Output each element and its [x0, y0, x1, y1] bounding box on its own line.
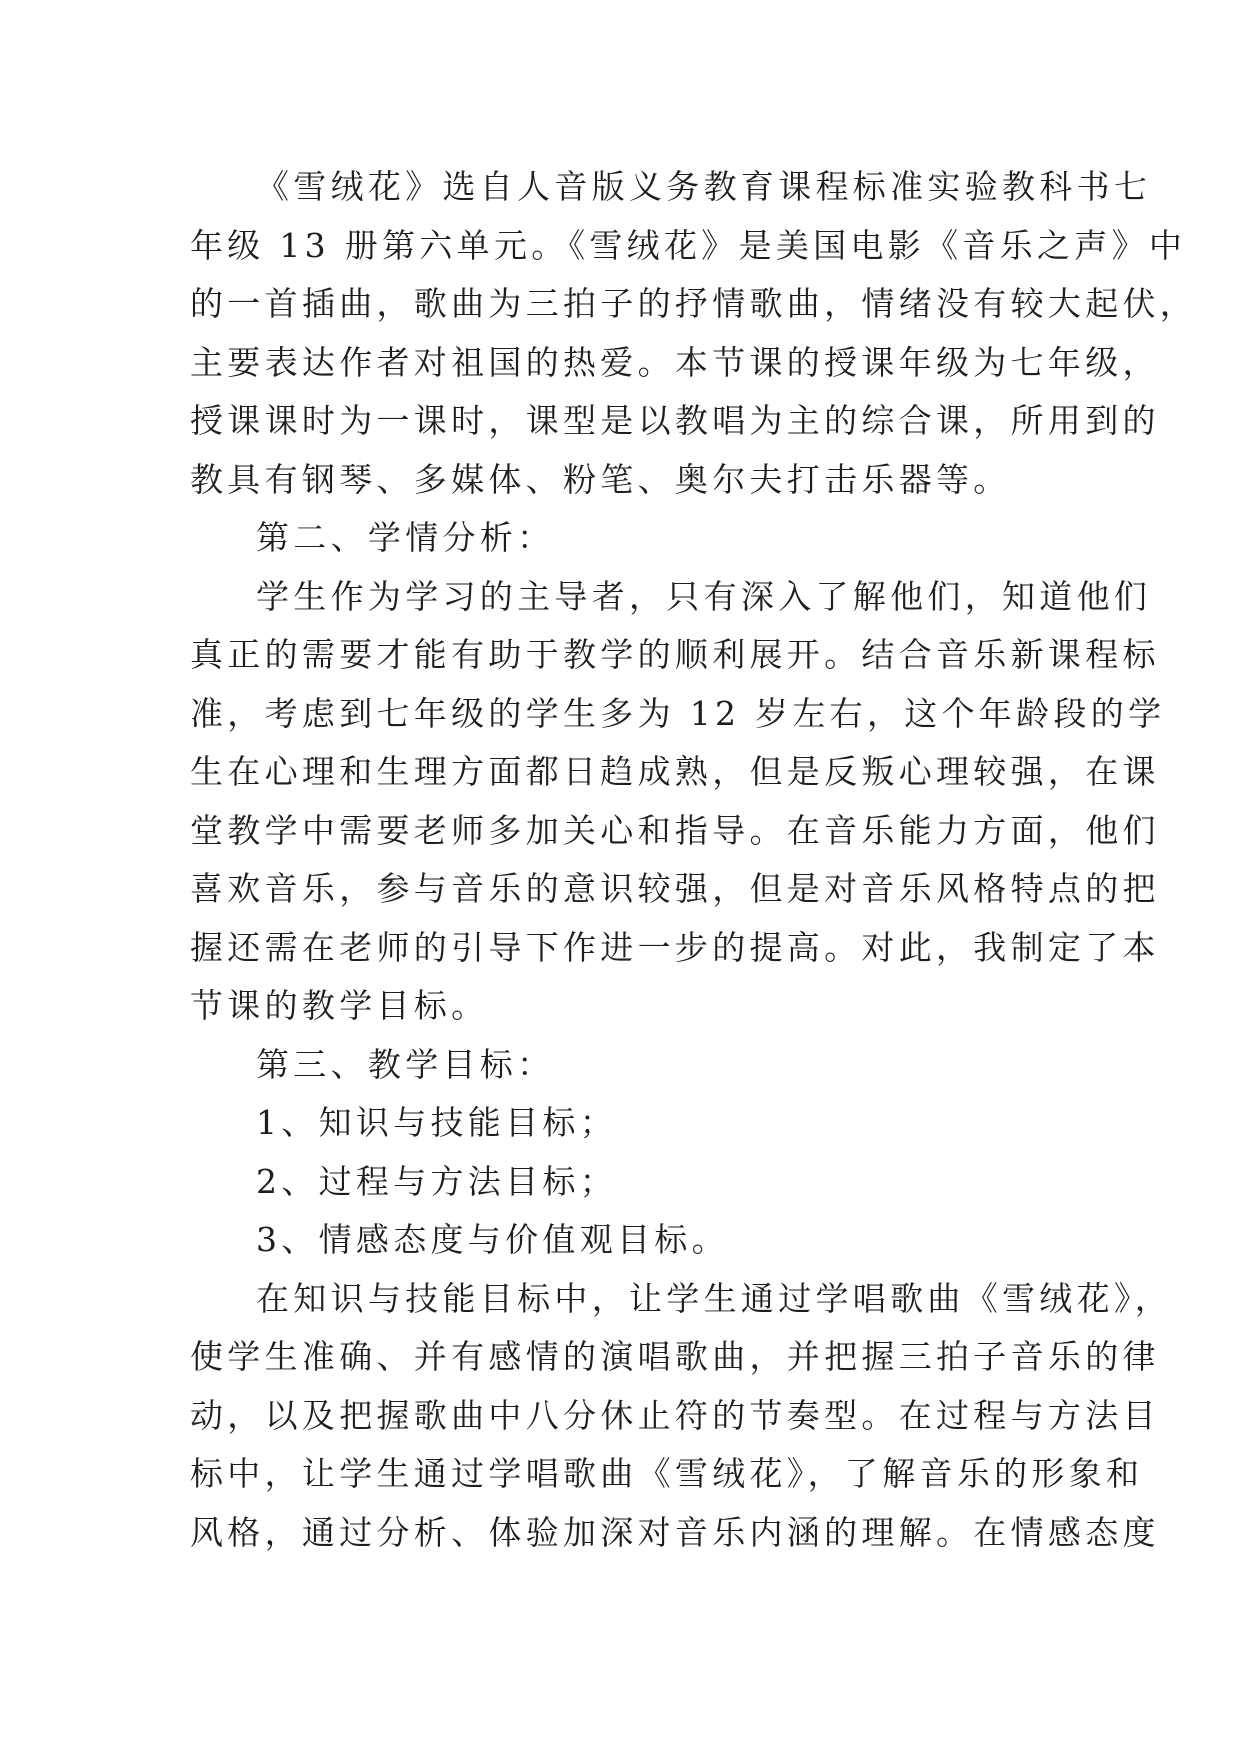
list-item-goal-1: [190, 1094, 1050, 1153]
section-heading-student-analysis: [190, 509, 1050, 568]
text-line: 握还需在老师的引导下作进一步的提高。对此，我制定了本: [190, 927, 1160, 967]
text-line: 风格，通过分析、体验加深对音乐内涵的理解。在情感态度: [190, 1512, 1160, 1552]
text-line: 的一首插曲，歌曲为三拍子的抒情歌曲，情绪没有较大起伏，: [190, 284, 1198, 323]
text-line: 节课的教学目标。: [190, 986, 489, 1025]
text-line: 教具有钢琴、多媒体、粉笔、奥尔夫打击乐器等。: [190, 459, 1011, 499]
text-line: 2、过程与方法目标；: [256, 1161, 617, 1201]
list-item-goal-3: [190, 1211, 1050, 1270]
text-line: 主要表达作者对祖国的热爱。本节课的授课年级为七年级，: [190, 342, 1160, 382]
section-heading-teaching-goals: [190, 1036, 1050, 1095]
list-item-goal-2: [190, 1153, 1050, 1212]
text-line: 《雪绒花》选自人音版义务教育课程标准实验教科书七: [256, 167, 1152, 206]
paragraph-goals-detail: [190, 1270, 1172, 1563]
text-line: 标中，让学生通过学唱歌曲《雪绒花》，了解音乐的形象和: [190, 1454, 1144, 1493]
text-line: 在知识与技能目标中，让学生通过学唱歌曲《雪绒花》，: [256, 1278, 1172, 1318]
text-line: 喜欢音乐，参与音乐的意识较强，但是对音乐风格特点的把: [190, 869, 1160, 908]
text-line: 准，考虑到七年级的学生多为 12 岁左右，这个年龄段的学: [190, 693, 1166, 733]
text-line: 3、情感态度与价值观目标。: [256, 1220, 729, 1259]
paragraph-student-analysis: [190, 568, 1166, 1036]
text-line: 使学生准确、并有感情的演唱歌曲，并把握三拍子音乐的律: [190, 1337, 1160, 1376]
text-line: 授课课时为一课时，课型是以教唱为主的综合课，所用到的: [190, 401, 1160, 440]
paragraph-intro: [190, 158, 1198, 509]
text-line: 生在心理和生理方面都日趋成熟，但是反叛心理较强，在课: [190, 752, 1160, 791]
text-line: 真正的需要才能有助于教学的顺利展开。结合音乐新课程标: [190, 635, 1160, 674]
text-line: 堂教学中需要老师多加关心和指导。在音乐能力方面，他们: [190, 810, 1160, 850]
text-line: 年级 13 册第六单元。《雪绒花》是美国电影《音乐之声》中: [190, 225, 1187, 265]
document-body: [190, 158, 1198, 1562]
text-line: 动，以及把握歌曲中八分休止符的节奏型。在过程与方法目: [190, 1395, 1160, 1435]
text-line: 1、知识与技能目标；: [256, 1103, 617, 1142]
text-line: 学生作为学习的主导者，只有深入了解他们，知道他们: [256, 576, 1152, 616]
text-line: 第二、学情分析：: [256, 518, 555, 557]
text-line: 第三、教学目标：: [256, 1044, 555, 1084]
